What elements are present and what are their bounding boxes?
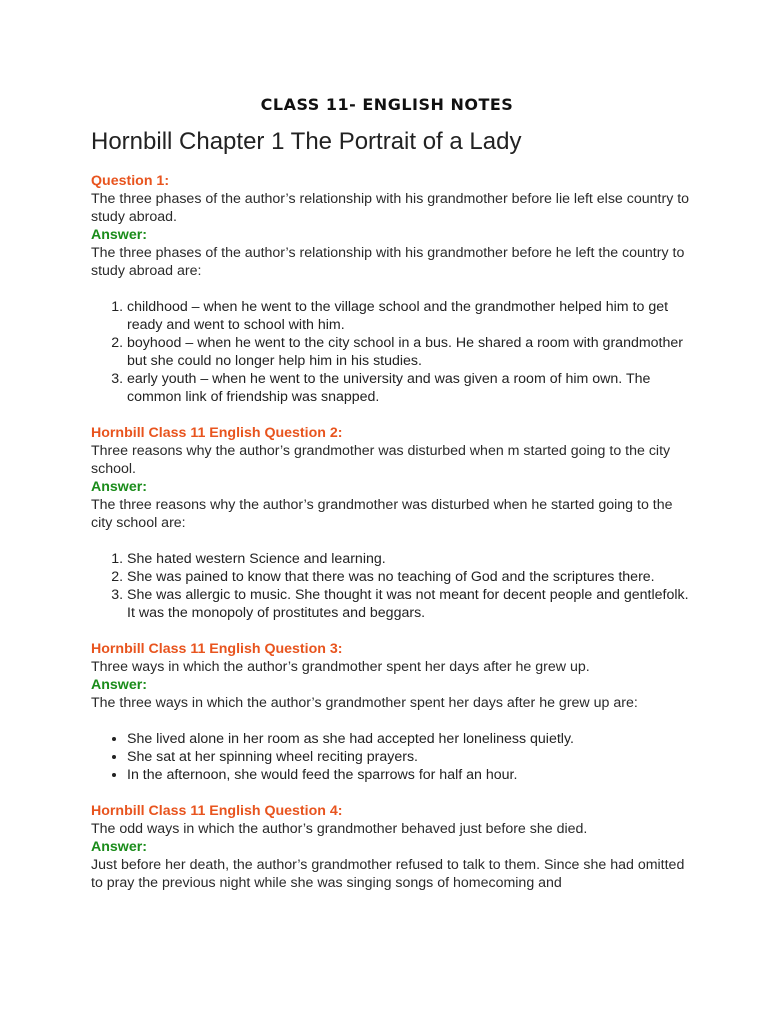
document-content [91, 172, 691, 892]
question-text: Three ways in which the author’s grandmother spent her days after he grew up. [91, 659, 590, 675]
answer-text: The three phases of the author’s relationship with his grandmother before he left the country to study abroad are: [91, 245, 685, 279]
question-label: Hornbill Class 11 English Question 4: [91, 803, 343, 819]
answer-list [91, 550, 691, 622]
list-item: 1. childhood – when he went to the village school and the grandmother helped him to get ready and went to school with him. [127, 298, 691, 334]
question-block-4 [91, 802, 691, 892]
question-label: Question 1: [91, 173, 170, 189]
question-text: The three phases of the author’s relationship with his grandmother before lie left else country to study abroad. [91, 191, 690, 225]
answer-list [91, 730, 691, 784]
answer-text: The three reasons why the author’s grandmother was disturbed when he started going to the city school are: [91, 497, 673, 531]
question-block-1 [91, 172, 691, 406]
question-block-2 [91, 424, 691, 622]
list-item: 3. She was allergic to music. She thought it was not meant for decent people and gentlefolk. It was the monopoly of prostitutes and beggars. [127, 586, 691, 622]
question-block-3 [91, 640, 691, 784]
document-title: CLASS 11- ENGLISH NOTES [260, 95, 514, 114]
question-text: Three reasons why the author’s grandmother was disturbed when m started going to the city school. [91, 443, 671, 477]
question-label: Hornbill Class 11 English Question 2: [91, 425, 343, 441]
answer-list [91, 298, 691, 406]
answer-label: Answer: [91, 479, 147, 495]
list-item: • In the afternoon, she would feed the sparrows for half an hour. [127, 766, 691, 784]
question-label: Hornbill Class 11 English Question 3: [91, 641, 343, 657]
list-item: 1. She hated western Science and learning. [127, 550, 691, 568]
answer-text: Just before her death, the author’s grandmother refused to talk to them. Since she had omitted to pray the previous night while she was singing songs of homecoming and [91, 857, 685, 891]
list-item: • She lived alone in her room as she had accepted her loneliness quietly. [127, 730, 691, 748]
list-item: 2. boyhood – when he went to the city school in a bus. He shared a room with grandmother but she could no longer help him in his studies. [127, 334, 691, 370]
answer-label: Answer: [91, 677, 147, 693]
question-text: The odd ways in which the author’s grandmother behaved just before she died. [91, 821, 588, 837]
list-item: 3. early youth – when he went to the university and was given a room of him own. The common link of friendship was snapped. [127, 370, 691, 406]
list-item: 2. She was pained to know that there was no teaching of God and the scriptures there. [127, 568, 691, 586]
list-item: • She sat at her spinning wheel reciting prayers. [127, 748, 691, 766]
chapter-title: Hornbill Chapter 1 The Portrait of a Lady [91, 128, 522, 155]
answer-label: Answer: [91, 839, 147, 855]
answer-label: Answer: [91, 227, 147, 243]
answer-text: The three ways in which the author’s grandmother spent her days after he grew up are: [91, 695, 638, 711]
